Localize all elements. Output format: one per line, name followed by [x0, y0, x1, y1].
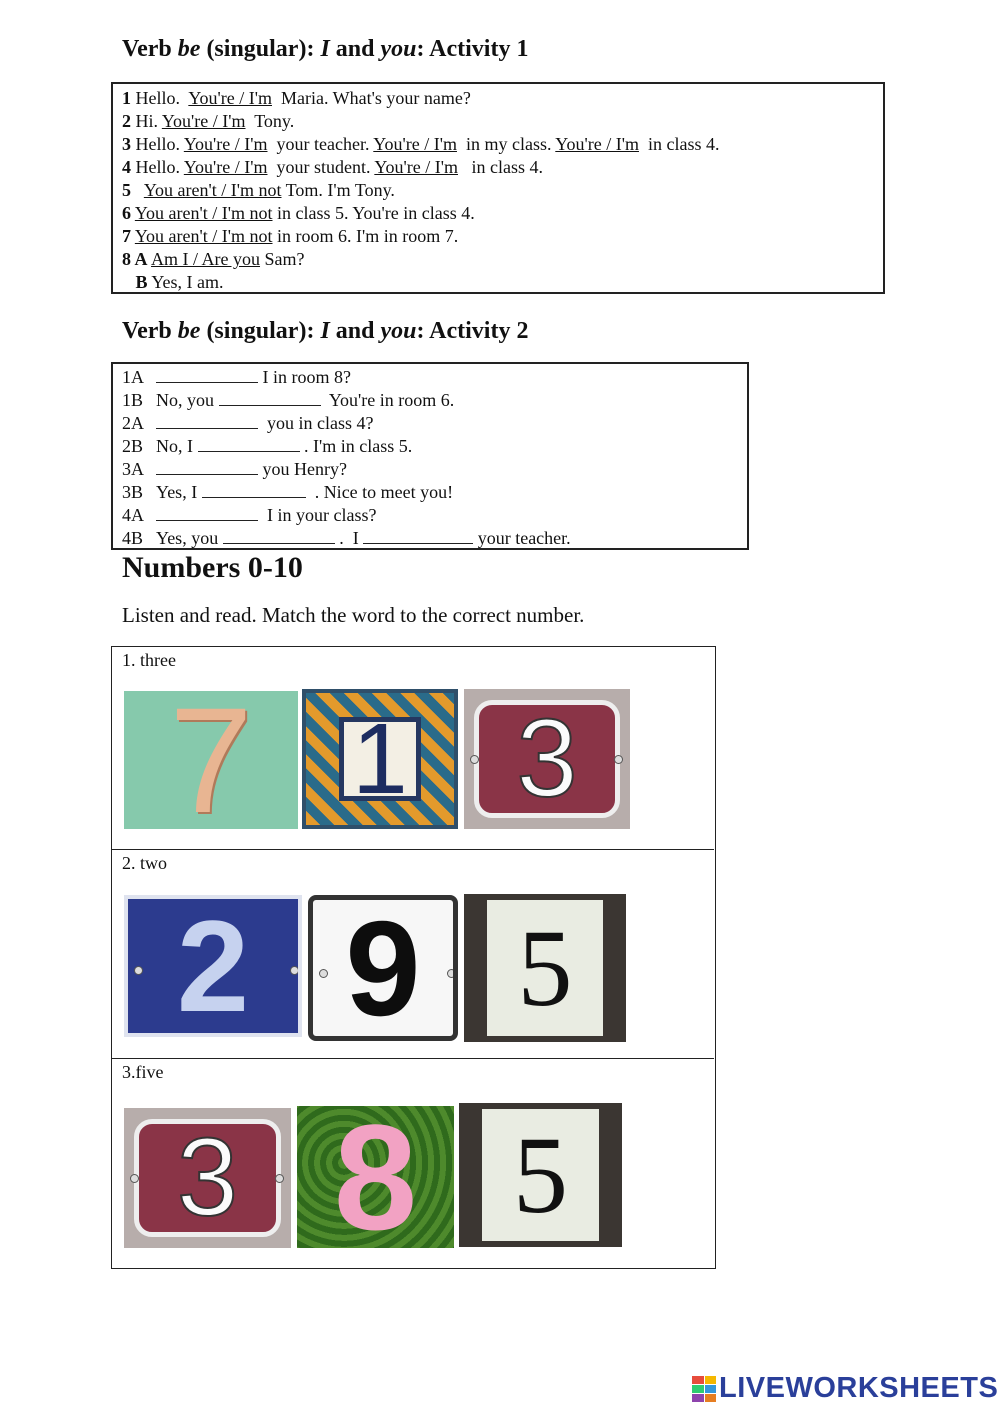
- item-number: 8 A: [122, 249, 148, 269]
- activity2-line: [122, 481, 747, 504]
- plate-face: [134, 1115, 281, 1239]
- number-word-label: 1. three: [122, 650, 176, 670]
- line-text: [131, 180, 144, 200]
- logo-block: [692, 1394, 704, 1402]
- screw-icon: [319, 969, 328, 978]
- activity1-line: [122, 248, 883, 271]
- line-text: Yes, you: [156, 528, 223, 548]
- answer-blank[interactable]: [363, 529, 473, 544]
- number-plate-option[interactable]: [302, 689, 458, 829]
- answer-choice[interactable]: You aren't / I'm not: [134, 226, 273, 246]
- answer-choice[interactable]: You're / I'm: [161, 111, 246, 131]
- answer-choice[interactable]: You're / I'm: [188, 88, 272, 108]
- answer-choice[interactable]: Am I / Are you: [151, 249, 261, 269]
- activity1-line: [122, 179, 883, 202]
- number-plate-option[interactable]: [124, 691, 298, 829]
- answer-choice[interactable]: You aren't / I'm not: [134, 203, 273, 223]
- line-text: . Nice to meet you!: [305, 482, 454, 502]
- item-number: 2A: [122, 413, 144, 433]
- answer-blank[interactable]: [223, 529, 335, 544]
- line-text: you Henry?: [258, 459, 347, 479]
- plate-digit: 8: [333, 1106, 418, 1248]
- line-text: in class 5. You're in class 4.: [272, 203, 475, 223]
- activity1-box: [111, 82, 885, 294]
- logo-block: [705, 1376, 717, 1384]
- activity2-line: [122, 527, 747, 550]
- item-number: 1A: [122, 367, 144, 387]
- line-text: Maria. What's your name?: [272, 88, 471, 108]
- item-number: 2: [122, 111, 131, 131]
- title-part: I: [320, 318, 330, 344]
- line-text: you in class 4?: [258, 413, 374, 433]
- title-part: and: [329, 318, 381, 344]
- activity1-title: [122, 36, 528, 63]
- activity2-line: [122, 412, 747, 435]
- line-text: . I'm in class 5.: [299, 436, 413, 456]
- line-text: Hello.: [131, 88, 189, 108]
- plate-face: [474, 696, 620, 820]
- title-part: be: [177, 36, 201, 62]
- title-part: you: [380, 318, 417, 344]
- screw-icon: [130, 1174, 139, 1183]
- line-text: Yes, I: [156, 482, 202, 502]
- screw-icon: [614, 755, 623, 764]
- line-text: in class 4.: [458, 157, 543, 177]
- plate-digit: 5: [517, 906, 573, 1029]
- line-text: Sam?: [260, 249, 305, 269]
- title-part: (singular):: [200, 318, 321, 344]
- activity2-line: [122, 504, 747, 527]
- number-plate-option[interactable]: [297, 1106, 454, 1248]
- logo-block: [692, 1385, 704, 1393]
- plate-digit: 2: [176, 895, 250, 1037]
- title-part: you: [380, 36, 417, 62]
- number-plate-option[interactable]: [459, 1103, 622, 1247]
- activity1-line: [122, 87, 883, 110]
- title-part: Verb: [122, 36, 178, 62]
- line-text: Hello.: [131, 157, 184, 177]
- activity1-line: [122, 225, 883, 248]
- title-part: be: [177, 318, 201, 344]
- item-number: 1B: [122, 390, 144, 410]
- screw-icon: [275, 1174, 284, 1183]
- plate-face: [482, 1109, 599, 1241]
- liveworksheets-logo-text: LIVEWORKSHEETS: [719, 1372, 999, 1404]
- line-text: your teacher.: [267, 134, 374, 154]
- item-number: 4: [122, 157, 131, 177]
- number-row: [112, 850, 714, 1059]
- number-plate-option[interactable]: [464, 689, 630, 829]
- answer-blank[interactable]: [156, 368, 258, 383]
- number-plate-option[interactable]: [464, 894, 626, 1042]
- number-plate-option[interactable]: [308, 895, 458, 1041]
- answer-choice[interactable]: You're / I'm: [374, 157, 458, 177]
- item-number: 3: [122, 134, 131, 154]
- line-text: No, you: [156, 390, 219, 410]
- number-row: [112, 647, 714, 850]
- answer-blank[interactable]: [202, 483, 306, 498]
- logo-block: [692, 1376, 704, 1384]
- liveworksheets-logo: [692, 1372, 998, 1405]
- screw-icon: [470, 755, 479, 764]
- title-part: : Activity 1: [416, 36, 529, 62]
- screw-icon: [134, 966, 143, 975]
- screw-icon: [290, 966, 299, 975]
- line-text: No, I: [156, 436, 198, 456]
- item-number: 3A: [122, 459, 144, 479]
- item-number: 4A: [122, 505, 144, 525]
- number-word-label: 2. two: [122, 853, 167, 873]
- line-text: I in room 8?: [258, 367, 351, 387]
- line-text: Tony.: [245, 111, 295, 131]
- line-text: your teacher.: [473, 528, 571, 548]
- line-text: Hello.: [131, 134, 184, 154]
- answer-choice[interactable]: You're / I'm: [183, 157, 268, 177]
- item-number: 3B: [122, 482, 144, 502]
- numbers-match-table: [111, 646, 716, 1269]
- activity2-line: [122, 458, 747, 481]
- title-part: and: [329, 36, 381, 62]
- number-plate-option[interactable]: [124, 895, 302, 1037]
- answer-blank[interactable]: [156, 460, 258, 475]
- title-part: I: [320, 36, 330, 62]
- item-number: 6: [122, 203, 131, 223]
- plate-digit: 3: [516, 696, 578, 820]
- number-plate-option[interactable]: [124, 1108, 291, 1248]
- answer-choice[interactable]: You're / I'm: [183, 134, 268, 154]
- line-text: in room 6. I'm in room 7.: [272, 226, 459, 246]
- activity1-line: [122, 202, 883, 225]
- answer-choice[interactable]: You aren't / I'm not: [143, 180, 282, 200]
- plate-digit: 1: [352, 702, 408, 815]
- plate-face: [487, 900, 604, 1036]
- line-text: Tom. I'm Tony.: [281, 180, 395, 200]
- activity2-line: [122, 389, 747, 412]
- line-text: You're in room 6.: [320, 390, 455, 410]
- line-text: your student.: [267, 157, 375, 177]
- plate-digit: 5: [512, 1113, 568, 1236]
- plate-digit: 7: [169, 691, 253, 829]
- line-text: I in your class?: [258, 505, 377, 525]
- number-row: [112, 1059, 714, 1269]
- line-text: Hi.: [131, 111, 162, 131]
- item-number: 2B: [122, 436, 144, 456]
- line-text: . I: [334, 528, 364, 548]
- answer-blank[interactable]: [156, 506, 258, 521]
- activity1-line: [122, 110, 883, 133]
- liveworksheets-logo-icon: [692, 1376, 716, 1402]
- plate-digit: 9: [345, 895, 421, 1041]
- numbers-instruction: Listen and read. Match the word to the correct number.: [122, 603, 585, 627]
- title-part: (singular):: [200, 36, 321, 62]
- item-number: 5: [122, 180, 131, 200]
- answer-blank[interactable]: [219, 391, 321, 406]
- logo-block: [705, 1385, 717, 1393]
- activity2-line: [122, 435, 747, 458]
- item-number: 1: [122, 88, 131, 108]
- line-text: Yes, I am.: [147, 272, 224, 292]
- activity2-title: [122, 318, 528, 345]
- answer-blank[interactable]: [156, 414, 258, 429]
- screw-icon: [447, 969, 456, 978]
- logo-block: [705, 1394, 717, 1402]
- title-part: Verb: [122, 318, 178, 344]
- activity1-line: [122, 156, 883, 179]
- answer-blank[interactable]: [198, 437, 300, 452]
- answer-choice[interactable]: You're / I'm: [555, 134, 639, 154]
- answer-choice[interactable]: You're / I'm: [373, 134, 457, 154]
- numbers-title: Numbers 0-10: [122, 551, 303, 584]
- plate-digit: 3: [176, 1115, 239, 1239]
- activity2-line: [122, 366, 747, 389]
- line-text: in class 4.: [638, 134, 720, 154]
- plate-face: [339, 702, 422, 815]
- item-number: B: [122, 272, 148, 292]
- line-text: in my class.: [456, 134, 556, 154]
- number-word-label: 3.five: [122, 1062, 164, 1082]
- activity1-line: [122, 133, 883, 156]
- activity1-line: [122, 271, 883, 294]
- title-part: : Activity 2: [416, 318, 529, 344]
- item-number: 7: [122, 226, 131, 246]
- item-number: 4B: [122, 528, 144, 548]
- activity2-box: [111, 362, 749, 550]
